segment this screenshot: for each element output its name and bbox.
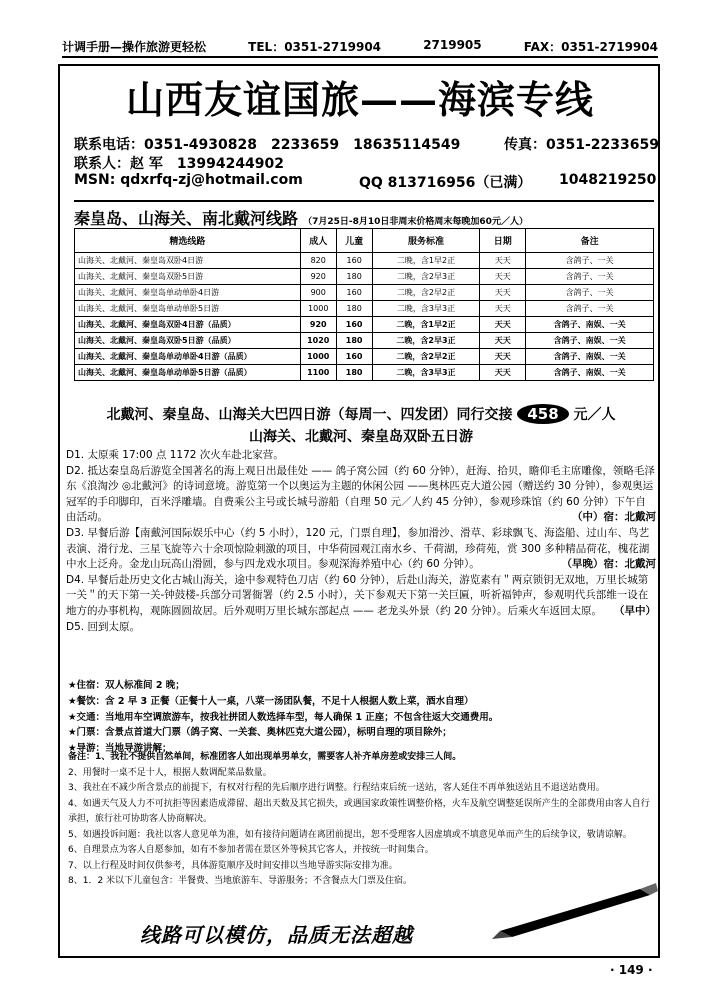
table-cell: 160 [336,253,372,269]
table-cell: 二晚，含3早3正 [372,301,480,317]
table-cell: 160 [336,285,372,301]
table-cell: 山海关、北戴河、秦皇岛单动单卧4日游（品质） [75,349,301,365]
price-table [74,228,654,381]
contact-qq2: 1048219250 [559,172,657,188]
table-cell: 含鸽子、一关 [526,301,654,317]
table-cell: 1020 [300,333,336,349]
note-item: 8、1．2 米以下儿童包含：半餐费、当地旅游车、导游服务；不含餐点大门票及住宿。 [68,876,413,886]
table-row [75,365,654,381]
itinerary-tag: （早晚）宿：北戴河 [561,558,656,571]
table-cell: 山海关、北戴河、秦皇岛双卧5日游 [75,269,301,285]
table-cell: 二晚，含1早2正 [372,253,480,269]
tour-price-unit: 元／人 [573,407,616,423]
table-cell: 二晚，含2早2正 [372,349,480,365]
table-cell: 含鸽子、南娱、一关 [526,365,654,381]
table-header: 备注 [526,229,654,253]
table-cell: 180 [336,301,372,317]
table-cell: 1000 [300,301,336,317]
contact-qq: QQ 813716956（已满） [359,175,532,191]
table-cell: 二晚，含2早3正 [372,269,480,285]
table-row [75,301,654,317]
tour-title: 北戴河、秦皇岛、山海关大巴四日游（每周一、四发团）同行交接 [106,407,513,423]
table-cell: 天天 [480,285,526,301]
table-cell: 山海关、北戴河、秦皇岛双卧5日游（品质） [75,333,301,349]
include-item: ★餐饮：含 2 早 3 正餐（正餐十人一桌，八菜一汤团队餐，不足十人根据人数上菜，酒水自理） [68,695,474,707]
table-cell: 900 [300,285,336,301]
table-header: 精选线路 [75,229,301,253]
route-heading [74,200,654,228]
note-item: 2、用餐时一桌不足十人，根据人数调配菜品数量。 [68,767,272,778]
table-row [75,285,654,301]
table-cell: 含鸽子、一关 [526,269,654,285]
route-note: （7月25日-8月10日非周末价格周末每晚加60元／人） [303,217,528,227]
contact-person: 联系人：赵 军 13994244902 [74,156,285,172]
table-header: 成人 [300,229,336,253]
itinerary-tag: （早中） [614,604,656,617]
table-cell: 天天 [480,269,526,285]
includes [68,678,648,757]
header-tel: TEL：0351-2719904 [248,40,382,54]
note-item: 6、自理景点为客人自愿参加，如有不参加者需在景区外等候其它客人，并按统一时间集合。 [68,845,434,855]
table-cell: 含鸽子、南娱、一关 [526,333,654,349]
page-number: · 149 · [610,963,653,977]
itinerary-day: D5. 回到太原。 [66,620,140,633]
table-row [75,253,654,269]
header-slogan: 计调手册—操作旅游更轻松 [62,40,207,54]
table-cell: 920 [300,269,336,285]
table-cell: 天天 [480,317,526,333]
itinerary-day [66,573,656,620]
slogan: 线路可以模仿，品质无法超越 [140,923,413,947]
contact-fax: 传真：0351-2233659 [504,137,659,153]
contact-phone-line [74,134,659,154]
note-item: 7、以上行程及时间仅供参考，具体游览顺序及时间安排以当地导游实际安排为准。 [68,860,398,871]
price-badge: 458 [517,404,568,424]
note-item: 4、如遇天气及人力不可抗拒等因素造成滞留、超出天数及其它损失，或遇国家政策性调整价格，火车及航空调整延误所产生的全部费用由客人自行承担，旅行社可协助客人协商解决。 [68,798,650,824]
header-tel2: 2719905 [423,38,482,52]
table-cell: 160 [336,349,372,365]
table-cell: 山海关、北戴河、秦皇岛双卧4日游 [75,253,301,269]
table-cell: 二晚，含3早3正 [372,365,480,381]
table-cell: 含鸽子、一关 [526,285,654,301]
table-cell: 山海关、北戴河、秦皇岛双卧4日游（品质） [75,317,301,333]
itinerary-day [66,464,656,526]
include-item: ★导游：当地导游讲解； [68,743,172,755]
table-header: 日期 [480,229,526,253]
note-item: 备注：1、我社不提供自然单间，标准团客人如出现单男单女，需要客人补齐单房差或安排三人间。 [68,752,462,762]
itinerary-day [66,526,656,573]
table-cell: 160 [336,317,372,333]
route-title: 秦皇岛、山海关、南北戴河线路 [74,209,299,228]
table-cell: 天天 [480,301,526,317]
contact-phone: 联系电话：0351-4930828 2233659 18635114549 [74,137,461,153]
tour-heading [64,404,658,424]
table-cell: 920 [300,317,336,333]
table-cell: 含鸽子、一关 [526,253,654,269]
header-fax: FAX：0351-2719904 [523,40,658,54]
table-cell: 天天 [480,333,526,349]
ad-frame [58,64,660,958]
table-cell: 820 [300,253,336,269]
table-row [75,349,654,365]
itinerary-day-text: D3. 早餐后游【南戴河国际娱乐中心（约 5 小时），120 元，门票自理】，参加滑沙、滑草、彩球飘飞、海盗船、过山车、鸟艺表演、滑行龙、三星飞旋等六十余项惊险刺激的项目，中华荷园观江南水乡、千荷湖，珍荷苑，赏 300 多种精品荷花，槐花湖中水上泛舟。金龙山玩高山滑圆，参与四龙戏水项目。参观深海养殖中心（约 60 分钟）。 [66,526,650,571]
table-row [75,333,654,349]
note-item: 3、我社在不减少所含景点的前提下，有权对行程的先后顺序进行调整。行程结束后统一送站，客人延住不再单独送站且不退送站费用。 [68,783,605,793]
table-cell: 180 [336,365,372,381]
table-cell: 天天 [480,253,526,269]
table-cell: 二晚，含2早3正 [372,333,480,349]
table-row [75,317,654,333]
contact-online-line [74,172,657,191]
table-cell: 山海关、北戴河、秦皇岛单动单卧4日游 [75,285,301,301]
notes [68,750,654,890]
table-cell: 180 [336,333,372,349]
table-cell: 含鸽子、南娱、一关 [526,317,654,333]
itinerary-day-text: D4. 早餐后赴历史文化古城山海关，途中参观特色刀店（约 60 分钟），后赴山海关，游览素有＂两京锁钥无双地，万里长城第一关＂的天下第一关-钟鼓楼-兵部分司署衙署（约 2.5 小时），关下参观天下第一关巨匾，听祈福钟声，参观明代兵部维一设在地方的办事机构，观陈圆圆故居。后外观明万里长城东部起点 —— 老龙头外景（约 20 分钟）。后乘火车返回太原。 [66,573,649,617]
table-header: 儿童 [336,229,372,253]
include-item: ★住宿：双人标准间 2 晚； [68,680,185,691]
itinerary [66,448,656,635]
table-cell: 1100 [300,365,336,381]
note-item: 5、如遇投诉问题：我社以客人意见单为准，如有接待问题请在离团前提出，恕不受理客人因虚填或不填意见单而产生的后续争议，敬请谅解。 [68,829,632,840]
table-cell: 山海关、北戴河、秦皇岛单动单卧5日游 [75,301,301,317]
table-cell: 180 [336,269,372,285]
table-cell: 含鸽子、南娱、一关 [526,349,654,365]
tour-subtitle: 山海关、北戴河、秦皇岛双卧五日游 [249,429,473,445]
table-row [75,269,654,285]
table-header: 服务标准 [372,229,480,253]
table-cell: 天天 [480,349,526,365]
table-cell: 山海关、北戴河、秦皇岛单动单卧5日游（品质） [75,365,301,381]
ad-title: 山西友谊国旅——海滨专线 [125,77,594,122]
itinerary-day-text: D2. 抵达秦皇岛后游览全国著名的海上观日出最佳处 —— 鸽子窝公园（约 60 分钟），赶海、拾贝，瞻仰毛主席雕像，领略毛泽东《浪淘沙 ◎北戴河》的诗词意境。游览第一个以奥运为主题的休闲公园 ——奥林匹克大道公园（赠送约 30 分钟），参观奥运冠军的手印脚印，百米浮雕墙。自费乘公主号或长城号游船（自理 50 元／人约 45 分钟），参观珍珠馆（约 60 分钟）下午自由活动。 [66,464,655,524]
include-item: ★门票：含景点首道大门票（鸽子窝、一关套、奥林匹克大道公园），标明自理的项目除外； [68,727,452,739]
table-cell: 1000 [300,349,336,365]
itinerary-day: D1. 太原乘 17:00 点 1172 次火车赴北家营。 [66,449,284,461]
table-cell: 二晚，含2早2正 [372,285,480,301]
table-header-row [75,229,654,253]
page-header [62,38,658,56]
include-item: ★交通：当地用车空调旅游车，按我社拼团人数选择车型，每人确保 1 正座；不包含往返大交通费用。 [68,711,499,723]
table-cell: 二晚，含1早2正 [372,317,480,333]
itinerary-tag: （中）宿：北戴河 [572,511,656,524]
contact-msn: MSN: qdxrfq-zj@hotmail.com [74,172,303,188]
table-cell: 天天 [480,365,526,381]
header-divider [62,56,658,58]
